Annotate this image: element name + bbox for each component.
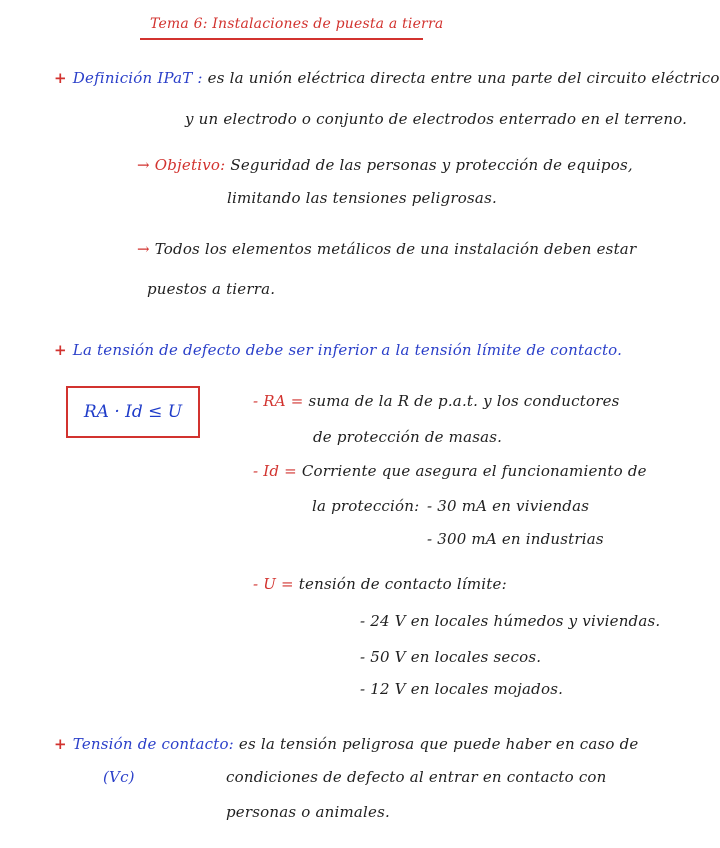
bullet-plus: +	[54, 341, 67, 359]
definition-line-1	[54, 69, 720, 87]
objective-line-1	[137, 156, 633, 174]
ra-text-1: suma de la R de p.a.t. y los conductores	[308, 392, 620, 410]
fault-voltage-text: La tensión de defecto debe ser inferior a la tensión límite de contacto.	[72, 341, 623, 359]
ra-symbol: - RA =	[253, 392, 304, 410]
definition-text-1: es la unión eléctrica directa entre una parte del circuito eléctrico	[207, 69, 720, 87]
u-option-12v: - 12 V en locales mojados.	[360, 680, 564, 698]
u-line-1	[253, 575, 507, 593]
id-text-1: Corriente que asegura el funcionamiento de	[301, 462, 647, 480]
all-metal-line-1	[137, 240, 636, 258]
contact-voltage-symbol: (Vc)	[103, 768, 135, 786]
ra-text-2: de protección de masas.	[313, 428, 503, 446]
arrow-icon: →	[137, 156, 150, 174]
definition-term: Definición IPaT :	[72, 69, 203, 87]
objective-text-1: Seguridad de las personas y protección de equipos,	[230, 156, 633, 174]
bullet-plus: +	[54, 735, 67, 753]
all-metal-text-1: Todos los elementos metálicos de una instalación deben estar	[154, 240, 637, 258]
ra-line-1	[253, 392, 620, 410]
contact-voltage-text-3: personas o animales.	[226, 803, 390, 821]
arrow-icon: →	[137, 240, 150, 258]
objective-term: Objetivo:	[154, 156, 226, 174]
id-line-1	[253, 462, 647, 480]
id-option-housing: - 30 mA en viviendas	[427, 497, 590, 515]
contact-voltage-line-1	[54, 735, 639, 753]
id-text-2: la protección:	[312, 497, 420, 515]
id-option-industry: - 300 mA en industrias	[427, 530, 604, 548]
fault-voltage-line	[54, 341, 622, 359]
all-metal-text-2: puestos a tierra.	[147, 280, 276, 298]
definition-text-2: y un electrodo o conjunto de electrodos enterrado en el terreno.	[185, 110, 688, 128]
u-symbol: - U =	[253, 575, 294, 593]
u-option-50v: - 50 V en locales secos.	[360, 648, 542, 666]
contact-voltage-text-1: es la tensión peligrosa que puede haber en caso de	[238, 735, 639, 753]
formula: RA · Id ≤ U	[83, 402, 183, 422]
objective-text-2: limitando las tensiones peligrosas.	[227, 189, 497, 207]
u-option-24v: - 24 V en locales húmedos y viviendas.	[360, 612, 661, 630]
contact-voltage-text-2: condiciones de defecto al entrar en contacto con	[226, 768, 607, 786]
bullet-plus: +	[54, 69, 67, 87]
formula-box	[66, 386, 200, 438]
contact-voltage-term: Tensión de contacto:	[72, 735, 234, 753]
page-title: Tema 6: Instalaciones de puesta a tierra	[150, 16, 444, 32]
title-underline	[140, 38, 423, 40]
id-symbol: - Id =	[253, 462, 297, 480]
u-text-1: tensión de contacto límite:	[298, 575, 507, 593]
